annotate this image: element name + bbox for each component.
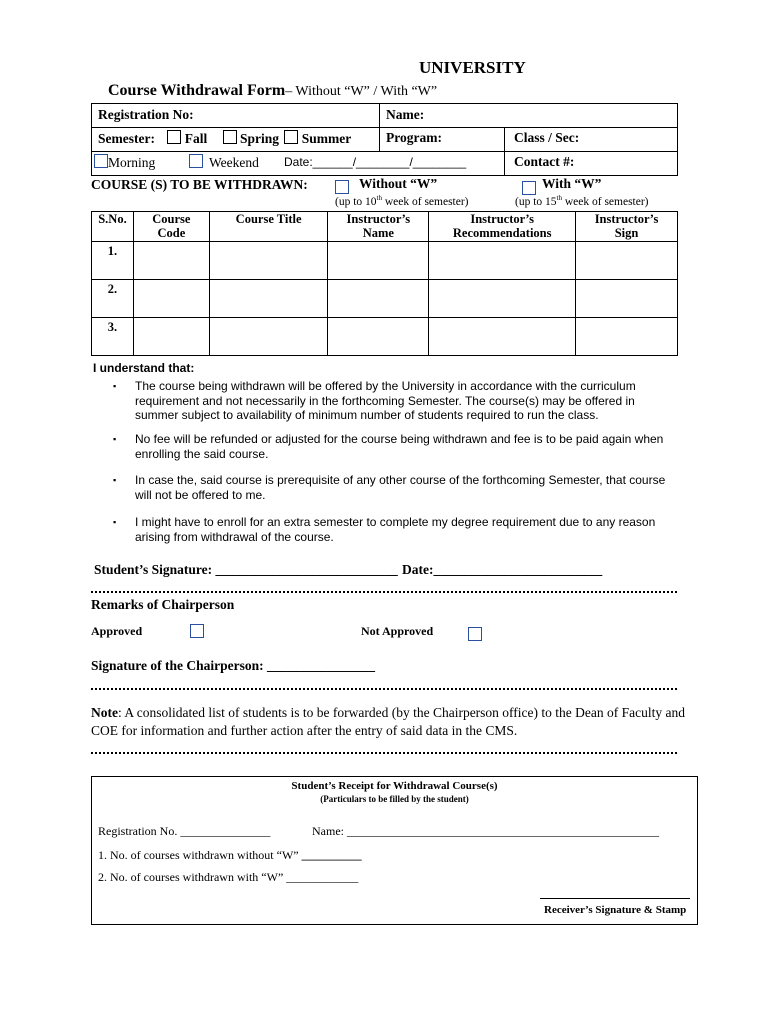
understand-heading: I understand that: (93, 361, 195, 375)
course-code-cell[interactable] (133, 242, 209, 280)
recommendation-cell[interactable] (429, 318, 576, 356)
approved-checkbox[interactable] (190, 624, 204, 638)
understand-point-4: I might have to enroll for an extra semester to complete my degree requirement due to any reason arising from withdrawal of the course. (135, 515, 656, 544)
table-header-row (92, 212, 678, 242)
recommendation-cell[interactable] (429, 242, 576, 280)
semester-row (98, 130, 351, 147)
header-instructor-sign: Instructor’s Sign (576, 212, 678, 242)
name-field[interactable]: Name: (386, 107, 425, 122)
morning-label: Morning (108, 155, 156, 170)
dotted-divider (91, 688, 677, 690)
registration-no-field[interactable]: Registration No: (98, 107, 194, 122)
instructor-name-cell[interactable] (328, 318, 429, 356)
dotted-divider (91, 752, 677, 754)
course-title-cell[interactable] (209, 242, 328, 280)
header-recommendations: Instructor’s Recommendations (429, 212, 576, 242)
summer-checkbox[interactable] (284, 130, 298, 144)
shift-row (94, 154, 259, 171)
without-w-note (335, 194, 469, 208)
spring-label: Spring (239, 131, 279, 146)
morning-checkbox[interactable] (94, 154, 108, 168)
bullet-icon: ▪ (113, 517, 117, 527)
header-sno: S.No. (92, 212, 134, 242)
receipt-name-field[interactable]: Name: ____________________________________________________ (312, 824, 659, 838)
understand-point-1: The course being withdrawn will be offered by the University in accordance with the curriculum requirement and not necessarily in the forthcoming Semester. The course(s) may be offered in summer subject to availability of minimum number of students required to run the class. (135, 379, 636, 422)
course-title-cell[interactable] (209, 280, 328, 318)
table-row (92, 318, 678, 356)
receipt-with-w-field[interactable]: 2. No. of courses withdrawn with “W” ____________ (98, 870, 359, 884)
course-title-cell[interactable] (209, 318, 328, 356)
with-w-note (515, 194, 649, 208)
without-w-checkbox[interactable] (335, 180, 349, 194)
without-w-label: Without “W” (359, 176, 438, 191)
form-title-sub: – Without “W” / With “W” (285, 84, 438, 99)
instructor-name-cell[interactable] (328, 242, 429, 280)
not-approved-label: Not Approved (361, 624, 434, 638)
instructor-name-cell[interactable] (328, 280, 429, 318)
bullet-icon: ▪ (113, 434, 117, 444)
course-code-cell[interactable] (133, 318, 209, 356)
semester-label: Semester: (98, 131, 155, 146)
row-number: 3. (92, 318, 134, 356)
with-note-a: (up to 15 (515, 195, 557, 208)
without-note-a: (up to 10 (335, 195, 377, 208)
sign-cell[interactable] (576, 242, 678, 280)
fall-label: Fall (184, 131, 208, 146)
remarks-heading: Remarks of Chairperson (91, 597, 235, 612)
without-note-b: week of semester) (381, 195, 469, 208)
header-course-title: Course Title (209, 212, 328, 242)
not-approved-checkbox[interactable] (468, 627, 482, 641)
table-row (92, 280, 678, 318)
fall-checkbox[interactable] (167, 130, 181, 144)
receipt-registration-field[interactable]: Registration No. _______________ (98, 824, 271, 838)
program-field[interactable]: Program: (386, 130, 442, 145)
header-course-code: Course Code (133, 212, 209, 242)
with-note-sup: th (556, 194, 562, 202)
row-number: 2. (92, 280, 134, 318)
note-label: Note (91, 705, 118, 720)
with-w-checkbox[interactable] (522, 181, 536, 195)
student-info-grid (91, 103, 678, 176)
note-paragraph (91, 704, 686, 740)
receipt-subtitle: (Particulars to be filled by the student) (320, 794, 469, 804)
bullet-icon: ▪ (113, 381, 117, 391)
receiver-signature-line (540, 898, 690, 899)
contact-field[interactable]: Contact #: (514, 154, 575, 169)
spring-checkbox[interactable] (223, 130, 237, 144)
recommendation-cell[interactable] (429, 280, 576, 318)
summer-label: Summer (301, 131, 352, 146)
weekend-label: Weekend (209, 155, 259, 170)
university-title: UNIVERSITY (419, 58, 526, 77)
bullet-icon: ▪ (113, 475, 117, 485)
header-instructor-name: Instructor’s Name (328, 212, 429, 242)
row-number: 1. (92, 242, 134, 280)
sign-cell[interactable] (576, 318, 678, 356)
date-field[interactable]: Date:______/________/________ (284, 155, 467, 169)
receiver-signature-label: Receiver’s Signature & Stamp (544, 904, 687, 916)
with-w-label: With “W” (542, 176, 602, 191)
approved-label: Approved (91, 624, 143, 638)
form-title (108, 82, 437, 100)
student-signature-field[interactable]: Student’s Signature: ___________________________ (94, 562, 398, 577)
note-text: : A consolidated list of students is to be forwarded (by the Chairperson office) to the Dean of Faculty and COE for information and further action after the entry of said data in the CMS. (91, 705, 685, 738)
understand-point-2: No fee will be refunded or adjusted for the course being withdrawn and fee is to be paid again when enrolling the said course. (135, 432, 664, 461)
receipt-box (91, 776, 698, 925)
receipt-without-w-label: 1. No. of courses withdrawn without “W” (98, 848, 302, 862)
dotted-divider (91, 591, 677, 593)
class-sec-field[interactable]: Class / Sec: (514, 130, 580, 145)
chair-signature-field[interactable]: Signature of the Chairperson: ________________ (91, 658, 376, 673)
student-date-field[interactable]: Date:_________________________ (402, 562, 603, 577)
course-code-cell[interactable] (133, 280, 209, 318)
understand-point-3: In case the, said course is prerequisite of any other course of the forthcoming Semester, that course will not be offered to me. (135, 473, 666, 502)
receipt-without-w-field[interactable] (98, 848, 362, 863)
with-note-b: week of semester) (561, 195, 649, 208)
table-row (92, 242, 678, 280)
sign-cell[interactable] (576, 280, 678, 318)
courses-withdrawn-label: COURSE (S) TO BE WITHDRAWN: (91, 177, 308, 192)
form-title-main: Course Withdrawal Form (108, 82, 286, 99)
without-note-sup: th (376, 194, 382, 202)
courses-table (91, 211, 678, 356)
receipt-without-w-blank: __________ (301, 848, 362, 862)
receipt-title: Student’s Receipt for Withdrawal Course(s) (291, 780, 498, 792)
weekend-checkbox[interactable] (189, 154, 203, 168)
